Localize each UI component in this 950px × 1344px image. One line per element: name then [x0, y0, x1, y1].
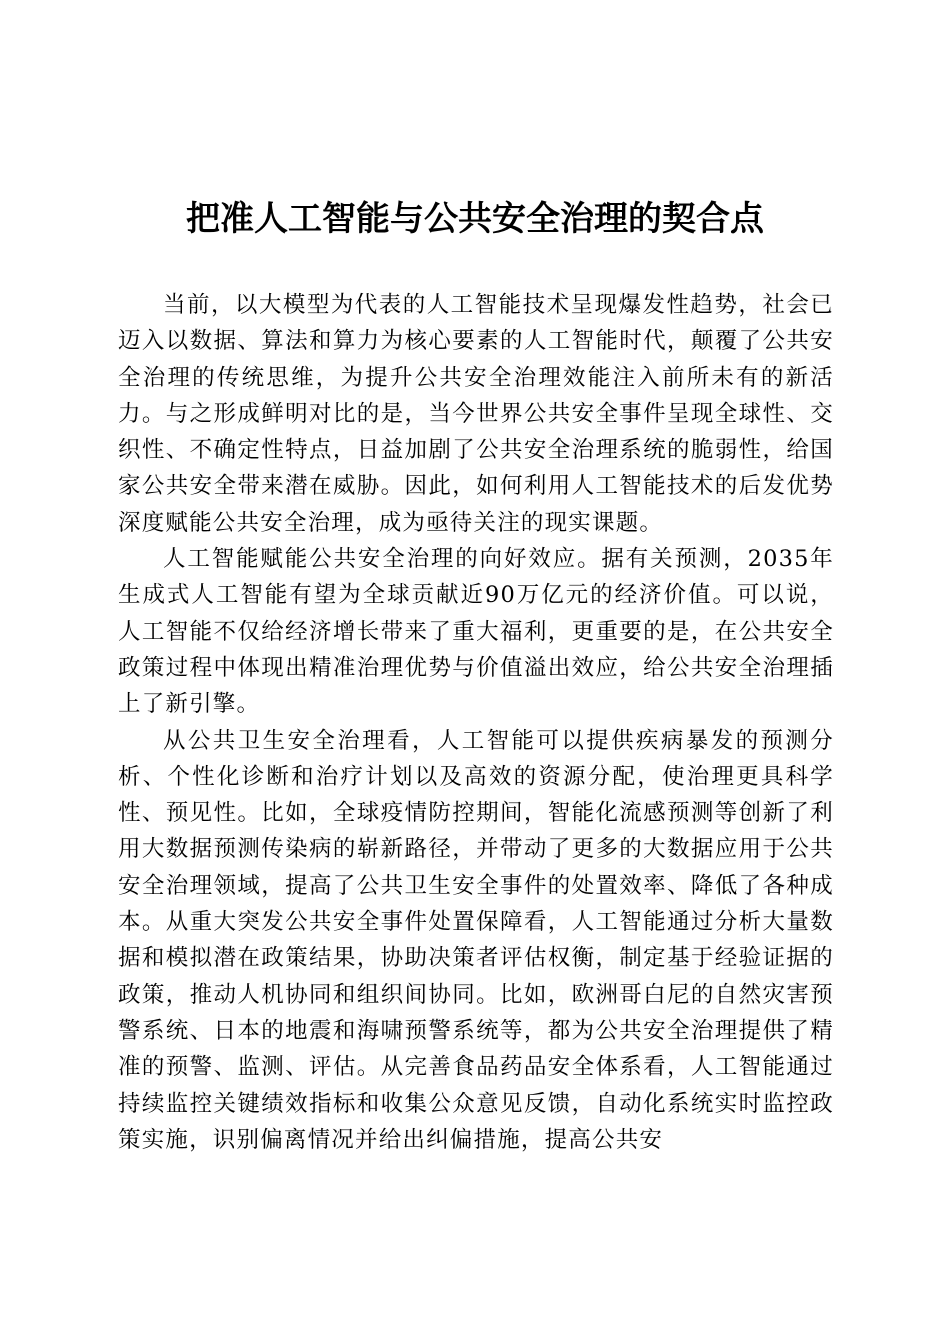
paragraph: 从公共卫生安全治理看，人工智能可以提供疾病暴发的预测分析、个性化诊断和治疗计划以及高效的资源分配，使治理更具科学性、预见性。比如，全球疫情防控期间，智能化流感预测等创新了利用大数据预测传染病的崭新路径，并带动了更多的大数据应用于公共安全治理领域，提高了公共卫生安全事件的处置效率、降低了各种成本。从重大突发公共安全事件处置保障看，人工智能通过分析大量数据和模拟潜在政策结果，协助决策者评估权衡，制定基于经验证据的政策，推动人机协同和组织间协同。比如，欧洲哥白尼的自然灾害预警系统、日本的地震和海啸预警系统等，都为公共安全治理提供了精准的预警、监测、评估。从完善食品药品安全体系看，人工智能通过持续监控关键绩效指标和收集公众意见反馈，自动化系统实时监控政策实施，识别偏离情况并给出纠偏措施，提高公共安: [118, 727, 834, 1153]
document-title: 把准人工智能与公共安全治理的契合点: [186, 199, 764, 239]
document-body: [118, 287, 834, 1158]
paragraph: 当前，以大模型为代表的人工智能技术呈现爆发性趋势，社会已迈入以数据、算法和算力为核心要素的人工智能时代，颠覆了公共安全治理的传统思维，为提升公共安全治理效能注入前所未有的新活力。与之形成鲜明对比的是，当今世界公共安全事件呈现全球性、交织性、不确定性特点，日益加剧了公共安全治理系统的脆弱性，给国家公共安全带来潜在威胁。因此，如何利用人工智能技术的后发优势深度赋能公共安全治理，成为亟待关注的现实课题。: [118, 292, 834, 536]
paragraph: 人工智能赋能公共安全治理的向好效应。据有关预测，2035年生成式人工智能有望为全球贡献近90万亿元的经济价值。可以说，人工智能不仅给经济增长带来了重大福利，更重要的是，在公共安全政策过程中体现出精准治理优势与价值溢出效应，给公共安全治理插上了新引擎。: [118, 546, 834, 718]
